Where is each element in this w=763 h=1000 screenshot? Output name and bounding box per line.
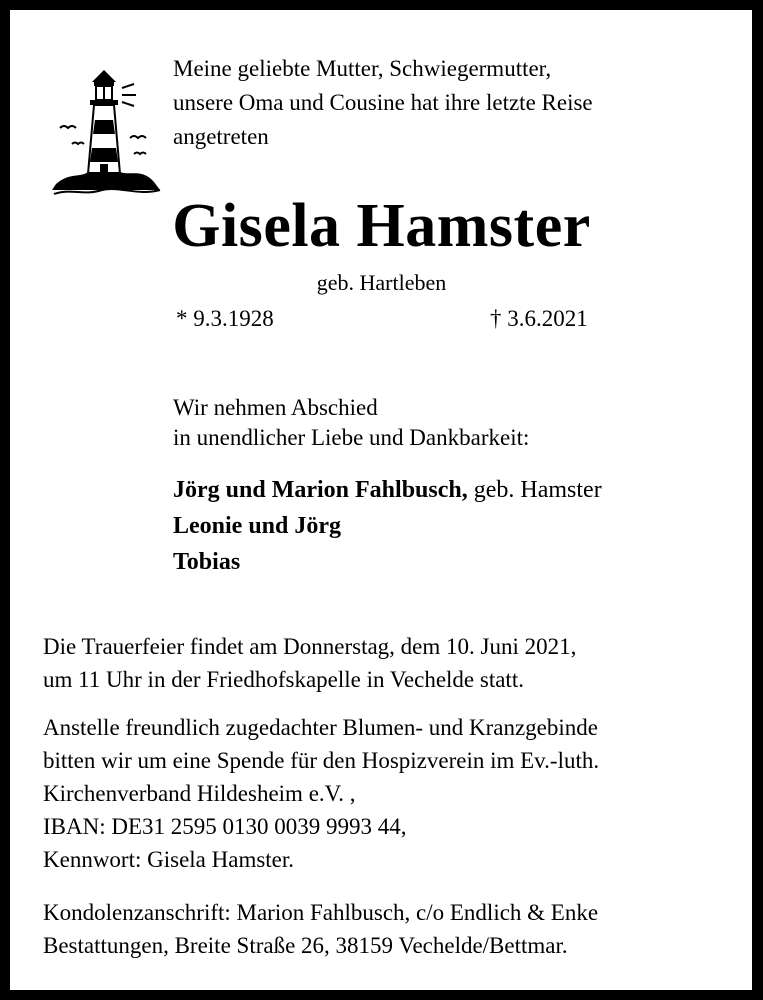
deceased-name: Gisela Hamster bbox=[172, 192, 591, 260]
condolence-line: Kondolenzanschrift: Marion Fahlbusch, c/o Endlich & Enke bbox=[43, 900, 599, 925]
condolence-address bbox=[43, 896, 598, 962]
mourner-suffix: geb. Hamster bbox=[467, 477, 602, 503]
intro-line: Meine geliebte Mutter, Schwiegermutter, bbox=[173, 56, 552, 81]
condolence-line: Bestattungen, Breite Straße 26, 38159 Vechelde/Bettmar. bbox=[43, 933, 568, 958]
death-date: † 3.6.2021 bbox=[490, 306, 588, 331]
intro-text bbox=[173, 52, 593, 154]
intro-line: unsere Oma und Cousine hat ihre letzte Reise bbox=[173, 90, 593, 115]
donation-info bbox=[43, 711, 599, 876]
donation-line: Anstelle freundlich zugedachter Blumen- und Kranzgebinde bbox=[43, 715, 598, 740]
mourner-row bbox=[173, 472, 602, 508]
donation-line: IBAN: DE31 2595 0130 0039 9993 44, bbox=[43, 814, 407, 839]
birth-date: * 9.3.1928 bbox=[176, 306, 274, 331]
farewell-line: Wir nehmen Abschied bbox=[173, 395, 378, 420]
funeral-line: um 11 Uhr in der Friedhofskapelle in Vechelde statt. bbox=[43, 667, 524, 692]
mourner-row: Tobias bbox=[173, 549, 241, 575]
obituary-notice bbox=[10, 10, 752, 990]
funeral-line: Die Trauerfeier findet am Donnerstag, dem 10. Juni 2021, bbox=[43, 634, 577, 659]
maiden-name: geb. Hartleben bbox=[316, 270, 447, 295]
farewell-line: in unendlicher Liebe und Dankbarkeit: bbox=[173, 425, 530, 450]
intro-line: angetreten bbox=[173, 124, 269, 149]
farewell-text bbox=[173, 393, 529, 453]
donation-line: bitten wir um eine Spende für den Hospizverein im Ev.-luth. bbox=[43, 748, 600, 773]
funeral-info bbox=[43, 630, 576, 696]
mourner-row: Leonie und Jörg bbox=[173, 513, 342, 539]
mourners-list bbox=[173, 472, 602, 580]
mourner-name: Jörg und Marion Fahlbusch, bbox=[173, 477, 468, 503]
donation-line: Kirchenverband Hildesheim e.V. , bbox=[43, 781, 356, 806]
donation-line: Kennwort: Gisela Hamster. bbox=[43, 847, 295, 872]
